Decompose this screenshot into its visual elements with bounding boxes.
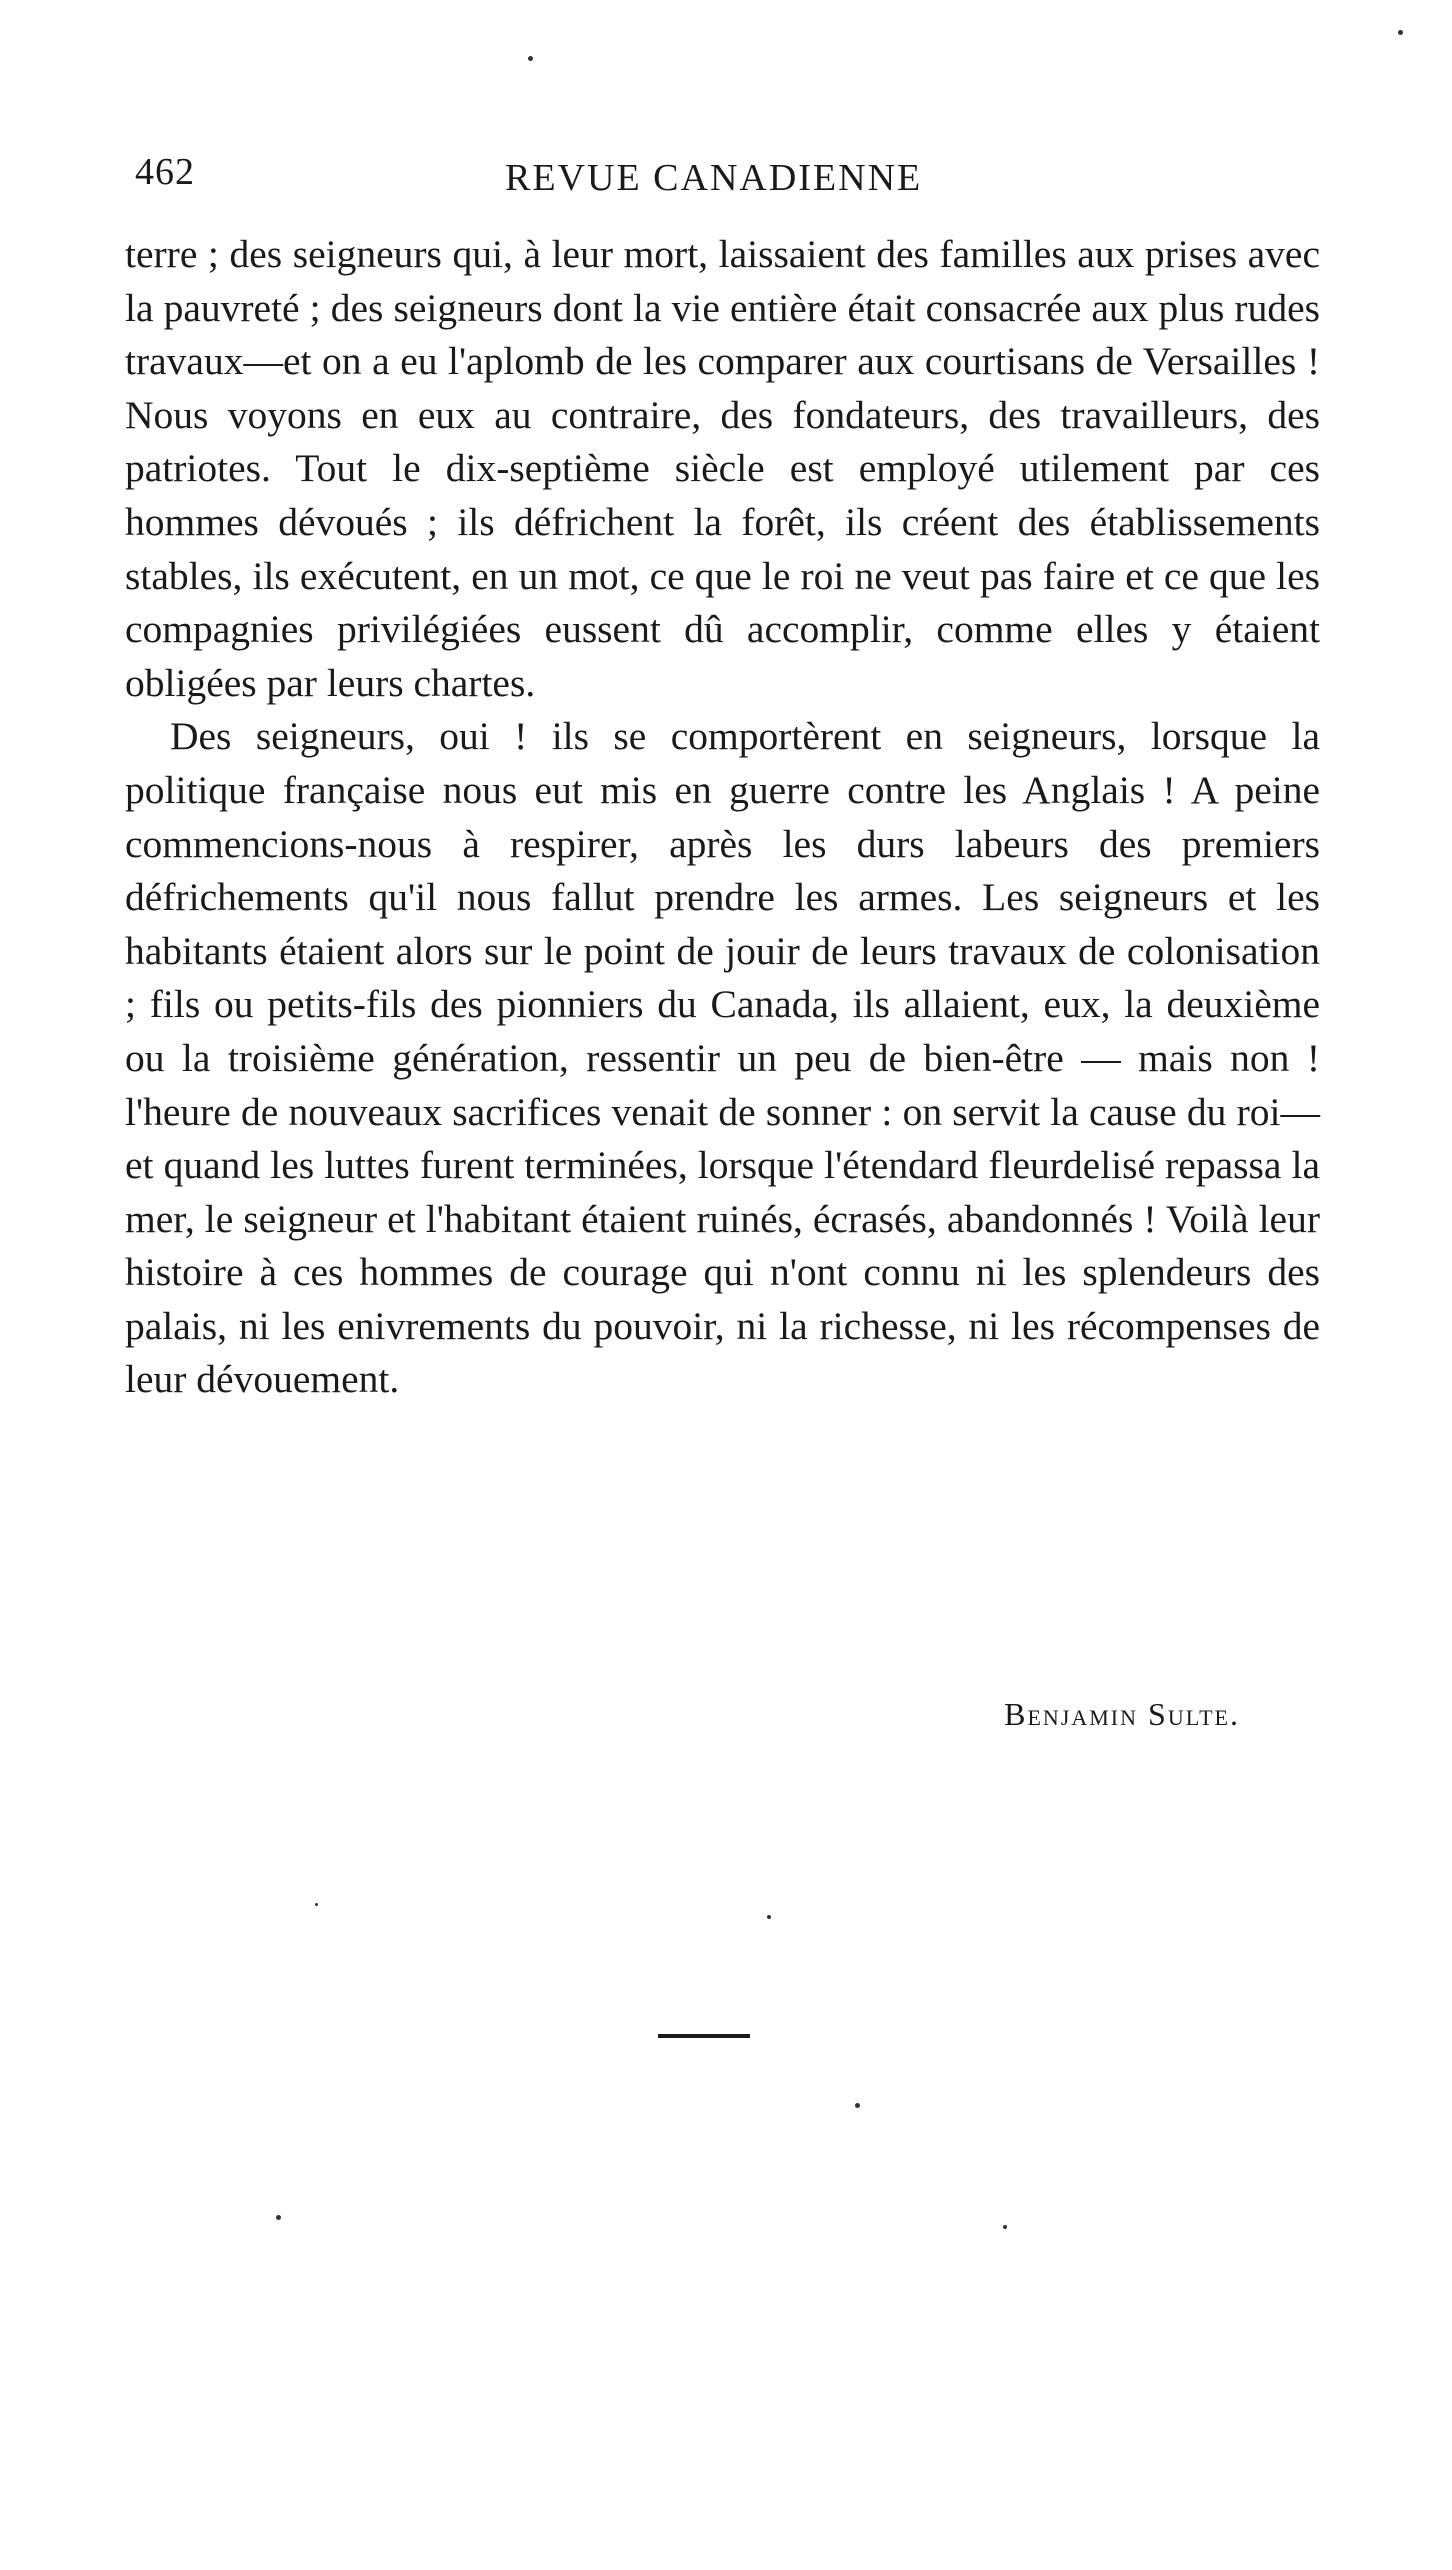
scan-speck	[276, 2215, 281, 2220]
article-body	[125, 228, 1320, 1407]
scan-speck	[855, 2103, 860, 2108]
scan-speck	[1003, 2225, 1007, 2229]
page-header	[135, 150, 1315, 210]
scan-speck	[315, 1903, 318, 1906]
paragraph-1: terre ; des seigneurs qui, à leur mort, laissaient des familles aux prises avec la pauvreté ; des seigneurs dont la vie entière était consacrée aux plus rudes travaux—et on a eu l'aplomb de les comparer aux courtisans de Versailles ! Nous voyons en eux au contraire, des fondateurs, des travailleurs, des patriotes. Tout le dix-septième siècle est employé utilement par ces hommes dévoués ; ils défrichent la forêt, ils créent des établissements stables, ils exécutent, en un mot, ce que le roi ne veut pas faire et ce que les compagnies privilégiées eussent dû accomplir, comme elles y étaient obligées par leurs chartes.	[125, 232, 1320, 705]
page-number: 462	[135, 151, 195, 193]
scan-speck	[528, 56, 533, 61]
scan-speck	[1398, 30, 1403, 35]
scan-speck	[767, 1915, 771, 1919]
running-title: REVUE CANADIENNE	[505, 157, 923, 199]
section-end-rule	[658, 2034, 750, 2038]
author-signature: Benjamin Sulte.	[1004, 1696, 1240, 1732]
paragraph-2: Des seigneurs, oui ! ils se comportèrent en seigneurs, lorsque la politique française nous eut mis en guerre contre les Anglais ! A peine commencions-nous à respirer, après les durs labeurs des premiers défrichements qu'il nous fallut prendre les armes. Les seigneurs et les habitants étaient alors sur le point de jouir de leurs travaux de colonisation ; fils ou petits-fils des pionniers du Canada, ils allaient, eux, la deuxième ou la troisième génération, ressentir un peu de bien-être — mais non ! l'heure de nouveaux sacrifices venait de sonner : on servit la cause du roi—et quand les luttes furent terminées, lorsque l'étendard fleurdelisé repassa la mer, le seigneur et l'habitant étaient ruinés, écrasés, abandonnés ! Voilà leur histoire à ces hommes de courage qui n'ont connu ni les splendeurs des palais, ni les enivrements du pouvoir, ni la richesse, ni les récompenses de leur dévouement.	[125, 714, 1320, 1402]
